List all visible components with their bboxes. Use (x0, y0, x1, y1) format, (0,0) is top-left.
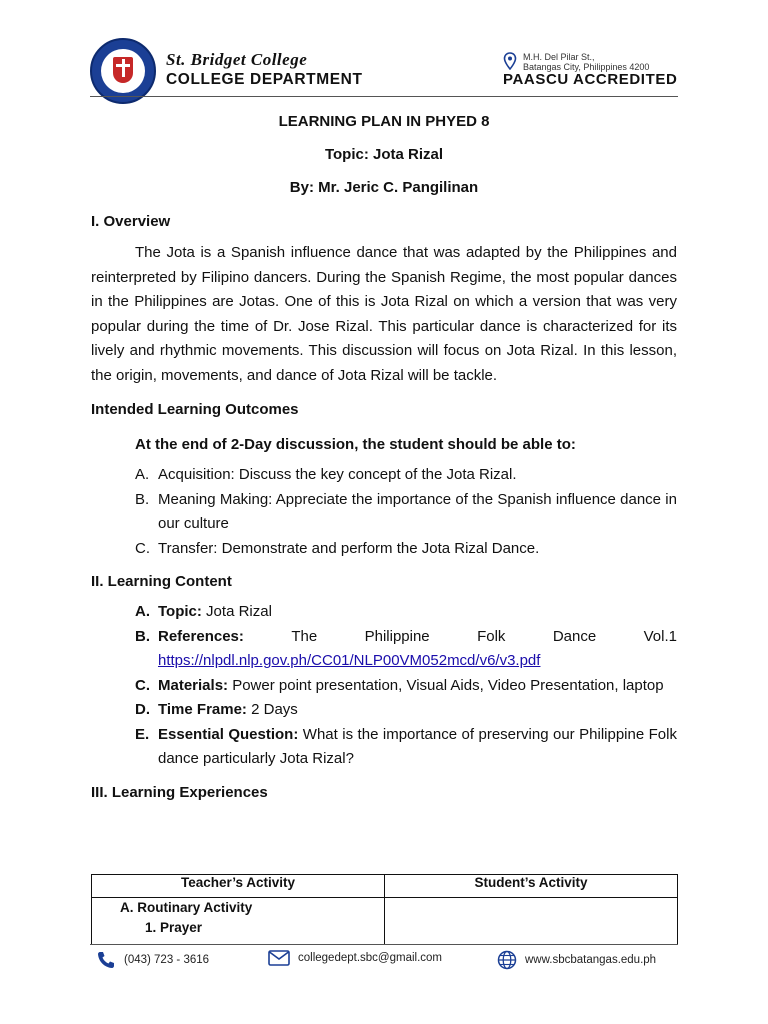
teacher-activity-cell (92, 898, 385, 945)
content-essential-question: E. Essential Question: What is the importance of preserving our Philippine Folk dance particularly Jota Rizal? (135, 725, 677, 767)
location-pin-icon (503, 52, 517, 70)
outcomes-list (91, 463, 677, 561)
college-seal-logo (90, 38, 156, 104)
footer-divider (90, 944, 678, 945)
prayer-activity: 1. Prayer (145, 920, 203, 935)
overview-paragraph: The Jota is a Spanish influence dance that was adapted by the Philippines and reinterpreted by Filipino dancers. During the Spanish Regime, the most popular dances in the Philippines are Jotas. One of this is Jota Rizal on which a version that was very popular during the time of Dr. Jose Rizal. This particular dance is characterized for its lively and rhythmic movements. This discussion will focus on Jota Rizal. In this lesson, the origin, movements, and dance of Jota Rizal will be tackle. (91, 244, 677, 384)
list-item: A. Acquisition: Discuss the key concept of the Jota Rizal. (135, 466, 517, 483)
letterhead (0, 0, 768, 110)
content-time-frame: D. Time Frame: 2 Days (135, 701, 298, 718)
student-activity-cell (385, 898, 678, 945)
outcomes-lead: At the end of 2-Day discussion, the student should be able to: (135, 436, 576, 453)
content-references: B. References: The Philippine Folk Dance Vol.1 https://nlpdl.nlp.gov.ph/CC01/NLP00VM052mcd/v6/v3.pdf (135, 627, 677, 669)
accreditation-label: PAASCU ACCREDITED (503, 71, 678, 88)
student-activity-header: Student’s Activity (385, 875, 678, 898)
content-topic: A. Topic: Jota Rizal (135, 603, 272, 620)
routinary-activity: A. Routinary Activity (120, 900, 253, 915)
list-item: B. Meaning Making: Appreciate the importance of the Spanish influence dance in our culture (135, 490, 677, 532)
footer-email: collegedept.sbc@gmail.com (268, 950, 442, 966)
learning-content-list (91, 600, 677, 772)
document-author: By: Mr. Jeric C. Pangilinan (289, 179, 479, 196)
list-item: C. Transfer: Demonstrate and perform the Jota Rizal Dance. (135, 539, 540, 557)
outcomes-heading: Intended Learning Outcomes (91, 401, 299, 418)
learning-content-heading: II. Learning Content (91, 573, 232, 590)
envelope-icon (268, 950, 290, 966)
reference-link[interactable]: https://nlpdl.nlp.gov.ph/CC01/NLP00VM052mcd/v6/v3.pdf (158, 652, 541, 669)
college-address: M.H. Del Pilar St., Batangas City, Philippines 4200 (523, 52, 650, 72)
table-row (92, 898, 678, 945)
college-name: St. Bridget College (166, 50, 308, 69)
learning-experiences-table (91, 874, 678, 945)
document-body (91, 108, 677, 801)
document-title: LEARNING PLAN IN PHYED 8 (278, 113, 490, 130)
globe-icon (497, 950, 517, 970)
phone-icon (96, 950, 116, 970)
document-topic: Topic: Jota Rizal (324, 146, 444, 163)
teacher-activity-header: Teacher’s Activity (92, 875, 385, 898)
footer-phone: (043) 723 - 3616 (96, 950, 209, 970)
header-divider (90, 96, 678, 97)
footer (0, 950, 768, 974)
college-department: COLLEGE DEPARTMENT (166, 71, 363, 88)
footer-website: www.sbcbatangas.edu.ph (497, 950, 656, 970)
learning-experiences-heading: III. Learning Experiences (91, 783, 268, 801)
overview-heading: I. Overview (91, 213, 171, 230)
content-materials: C. Materials: Power point presentation, Visual Aids, Video Presentation, laptop (135, 676, 664, 694)
